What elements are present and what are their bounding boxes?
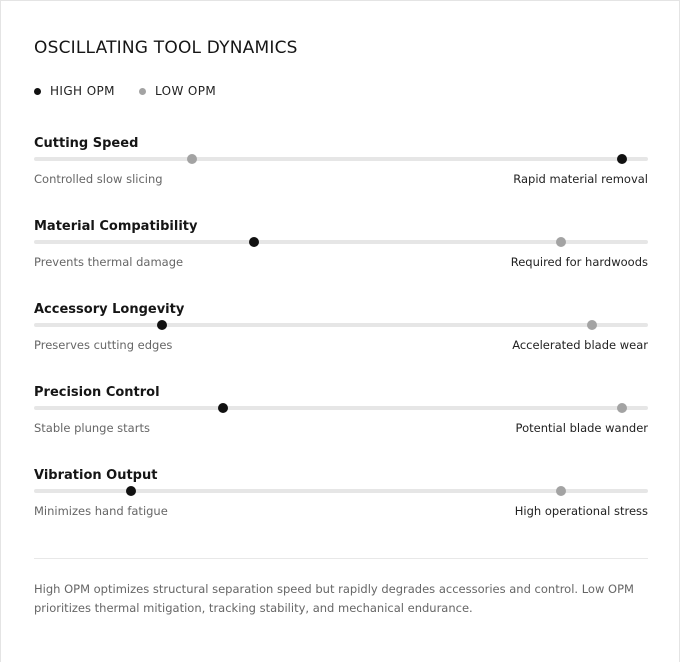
low-label-accessory-longevity: Preserves cutting edges (34, 338, 173, 352)
high-label-accessory-longevity: Accelerated blade wear (512, 338, 648, 352)
marker-low-opm-precision-control (617, 403, 627, 413)
row-title-cutting-speed: Cutting Speed (34, 136, 139, 151)
high-label-vibration-output: High operational stress (514, 504, 648, 518)
low-label-cutting-speed: Controlled slow slicing (34, 172, 163, 186)
marker-high-opm-material-compatibility (249, 237, 259, 247)
row-title-accessory-longevity: Accessory Longevity (34, 302, 185, 317)
marker-low-opm-vibration-output (556, 486, 566, 496)
row-title-vibration-output: Vibration Output (34, 468, 158, 483)
track-precision-control (34, 406, 648, 410)
low-label-material-compatibility: Prevents thermal damage (34, 255, 184, 269)
footnote: High OPM optimizes structural separation speed but rapidly degrades accessories and control. Low OPM prioritizes thermal mitigation, tracking stability, and mechanical endurance. (34, 582, 634, 615)
row-title-precision-control: Precision Control (34, 385, 160, 400)
track-cutting-speed (34, 157, 648, 161)
marker-high-opm-precision-control (218, 403, 228, 413)
legend-label-low-opm: LOW OPM (154, 84, 217, 98)
low-label-precision-control: Stable plunge starts (34, 421, 150, 435)
row-title-material-compatibility: Material Compatibility (34, 219, 198, 234)
chart-title: OSCILLATING TOOL DYNAMICS (34, 38, 298, 58)
marker-high-opm-cutting-speed (617, 154, 627, 164)
high-label-cutting-speed: Rapid material removal (513, 172, 648, 186)
marker-low-opm-accessory-longevity (587, 320, 597, 330)
marker-high-opm-vibration-output (126, 486, 136, 496)
marker-low-opm-material-compatibility (556, 237, 566, 247)
low-label-vibration-output: Minimizes hand fatigue (34, 504, 168, 518)
chart-rows (1, 1, 680, 662)
high-label-precision-control: Potential blade wander (515, 421, 648, 435)
divider (34, 558, 648, 559)
track-accessory-longevity (34, 323, 648, 327)
marker-low-opm-cutting-speed (187, 154, 197, 164)
legend-label-high-opm: HIGH OPM (50, 84, 115, 98)
marker-high-opm-accessory-longevity (157, 320, 167, 330)
high-label-material-compatibility: Required for hardwoods (510, 255, 648, 269)
